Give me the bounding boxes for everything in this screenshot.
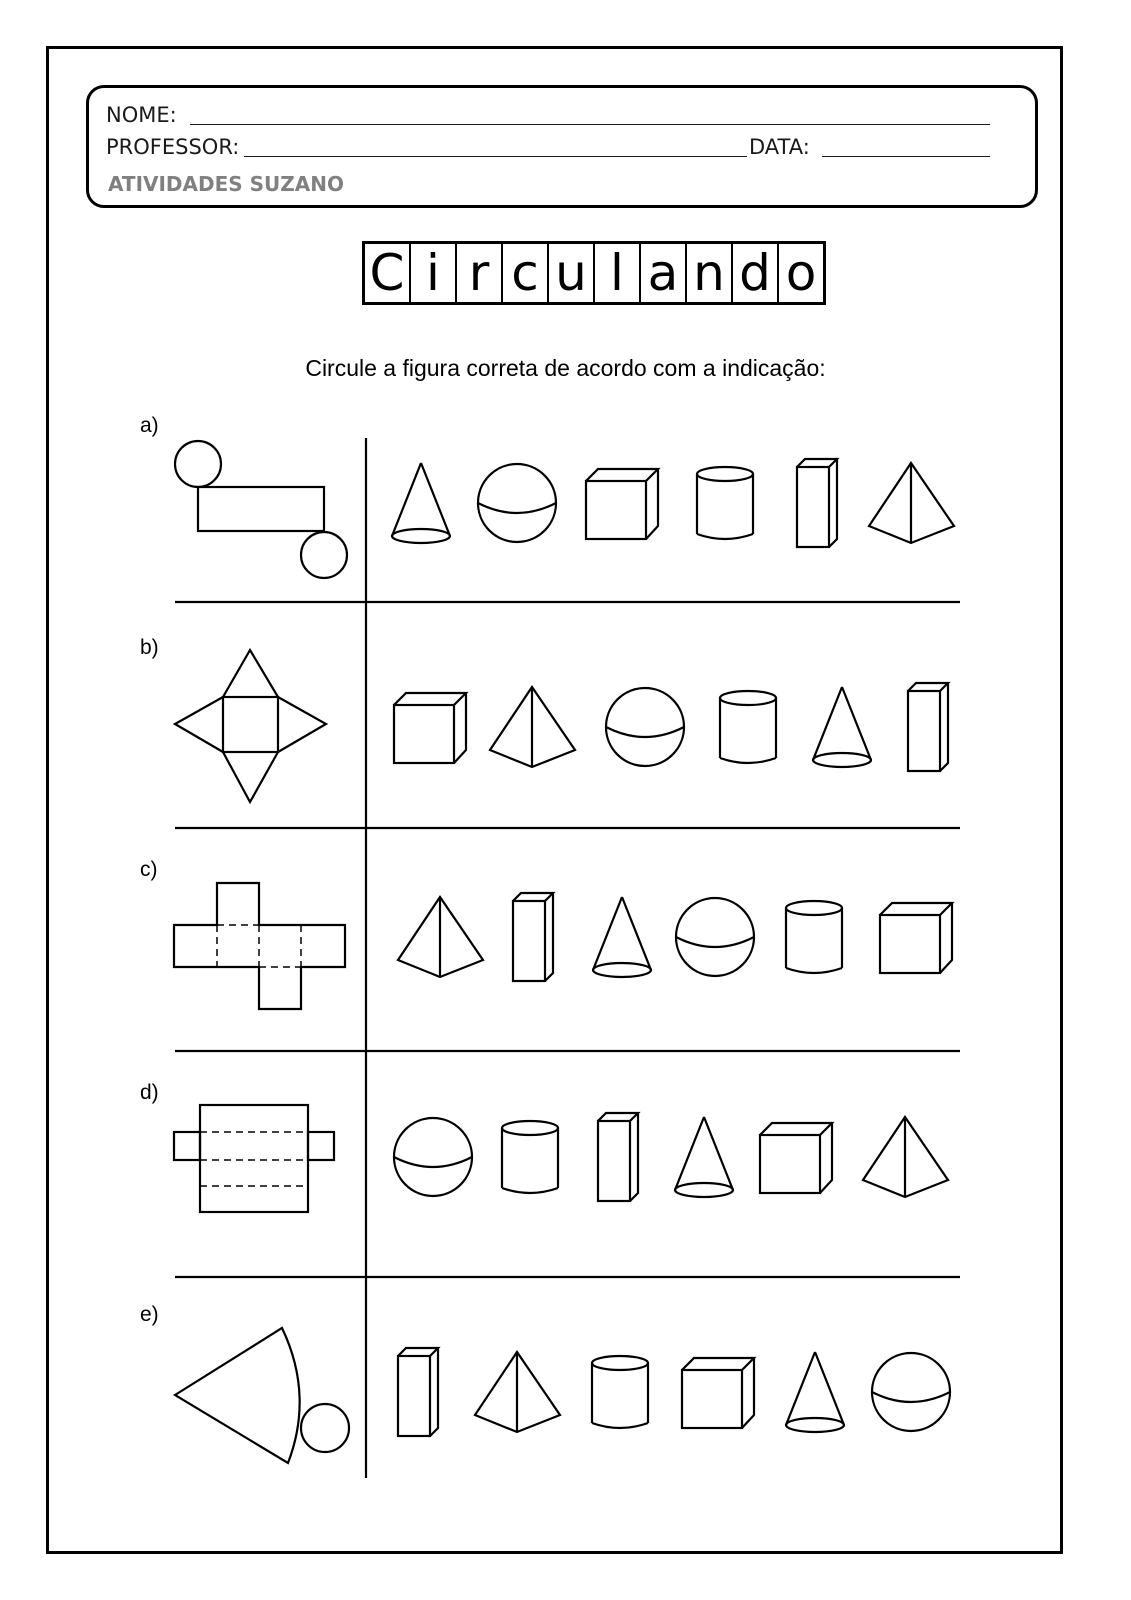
cube-option[interactable] [760, 1123, 832, 1193]
cube-option[interactable] [880, 903, 952, 973]
sphere-option[interactable] [478, 464, 556, 542]
question-label-e: e) [140, 1303, 159, 1326]
pyramid-option[interactable] [398, 897, 483, 977]
pyramid-option[interactable] [863, 1117, 948, 1197]
title-letter: C [369, 244, 405, 302]
cube-net [174, 883, 345, 1009]
question-label-b: b) [140, 636, 159, 659]
cone-option[interactable] [786, 1352, 844, 1432]
sphere-option[interactable] [872, 1353, 950, 1431]
sphere-option[interactable] [606, 688, 684, 766]
cylinder-option[interactable] [786, 901, 842, 973]
cone-option[interactable] [675, 1117, 733, 1197]
professor-label: PROFESSOR: [106, 135, 240, 159]
pyramid-option[interactable] [490, 687, 575, 767]
cube-option[interactable] [682, 1358, 754, 1428]
title-letter: i [409, 244, 455, 302]
prism-net [174, 1105, 334, 1212]
pyramid-option[interactable] [869, 463, 954, 543]
prism-option[interactable] [797, 459, 837, 547]
cone-option[interactable] [593, 897, 651, 977]
title-letter: c [501, 244, 547, 302]
prism-option[interactable] [513, 893, 553, 981]
title-letter: r [455, 244, 501, 302]
title-letter: n [685, 244, 731, 302]
title-letter: o [777, 244, 823, 302]
pyramid-net [175, 650, 326, 802]
data-label: DATA: [749, 135, 810, 159]
cube-option[interactable] [394, 693, 466, 763]
sphere-option[interactable] [394, 1118, 472, 1196]
cone-net [175, 1328, 349, 1463]
cone-option[interactable] [813, 687, 871, 767]
title-letter: d [731, 244, 777, 302]
prism-option[interactable] [398, 1348, 438, 1436]
cylinder-option[interactable] [502, 1121, 558, 1193]
cone-option[interactable] [392, 463, 450, 543]
prism-option[interactable] [598, 1113, 638, 1201]
question-label-d: d) [140, 1081, 159, 1104]
brand-text: ATIVIDADES SUZANO [108, 172, 345, 196]
pyramid-option[interactable] [475, 1352, 560, 1432]
title-letter: u [547, 244, 593, 302]
cylinder-net [175, 441, 347, 578]
cube-option[interactable] [586, 469, 658, 539]
instruction-text: Circule a figura correta de acordo com a indicação: [305, 355, 826, 381]
cylinder-option[interactable] [592, 1356, 648, 1428]
cylinder-option[interactable] [720, 691, 776, 763]
sphere-option[interactable] [676, 898, 754, 976]
title-letter: a [639, 244, 685, 302]
prism-option[interactable] [908, 683, 948, 771]
answer-options [392, 459, 954, 1436]
title-letter: l [593, 244, 639, 302]
question-label-c: c) [140, 858, 158, 881]
question-label-a: a) [140, 414, 159, 437]
cylinder-option[interactable] [697, 467, 753, 539]
nome-label: NOME: [106, 103, 177, 127]
